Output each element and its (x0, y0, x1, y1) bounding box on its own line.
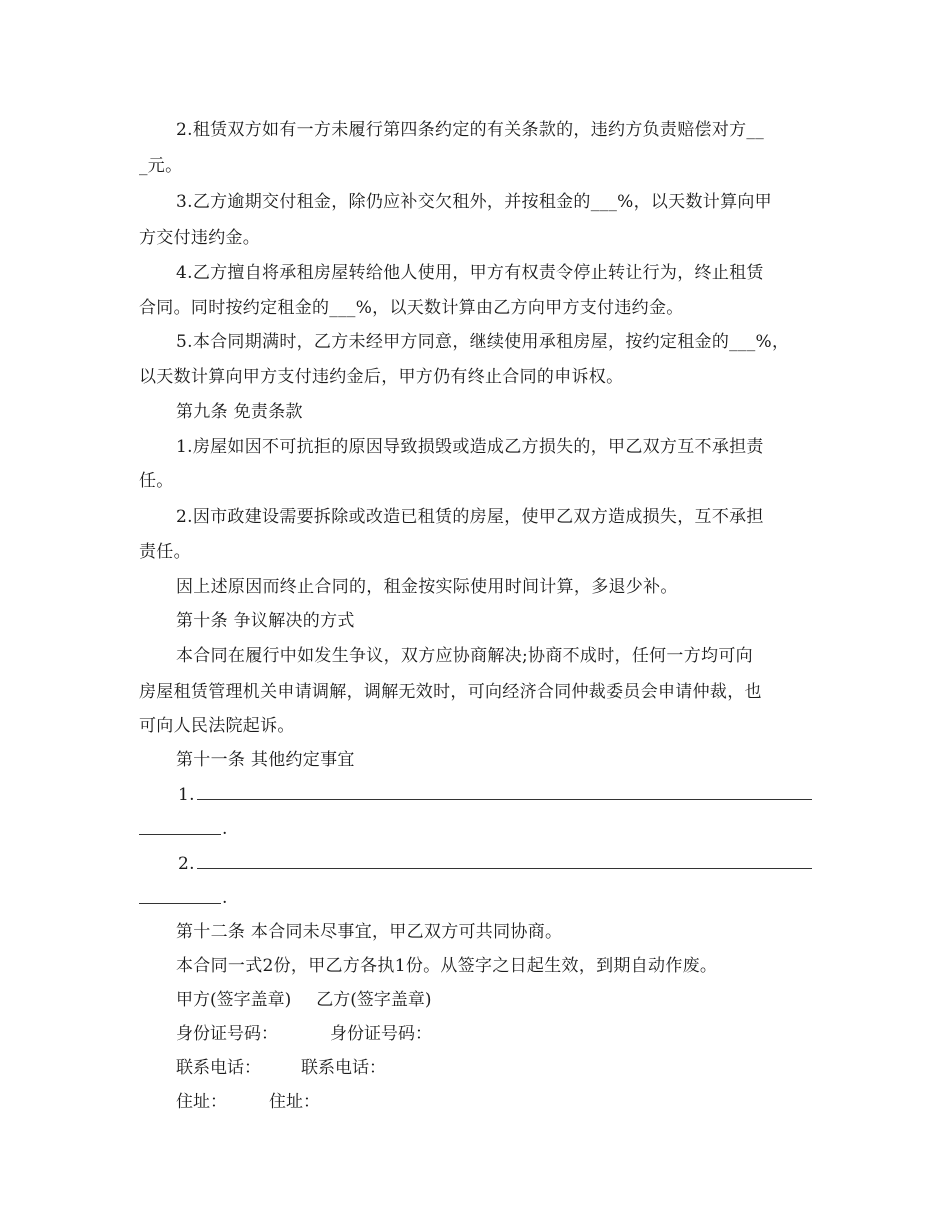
clause-8-item-5-cont: 以天数计算向甲方支付违约金后，甲方仍有终止合同的申诉权。 (139, 367, 624, 387)
clause-8-item-5: 5.本合同期满时，乙方未经甲方同意，继续使用承租房屋，按约定租金的___%， (176, 332, 790, 352)
clause-8-item-3: 3.乙方逾期交付租金，除仍应补交欠租外，并按租金的___%，以天数计算向甲 (176, 192, 772, 212)
address-row (176, 1091, 320, 1113)
clause-12-heading: 第十二条 本合同未尽事宜，甲乙双方可共同协商。 (176, 922, 563, 942)
clause-9-item-2: 2.因市政建设需要拆除或改造已租赁的房屋，使甲乙双方造成损失，互不承担 (176, 507, 764, 527)
party-b-signature-label: 乙方(签字盖章) (316, 990, 432, 1010)
clause-9-item-2-cont: 责任。 (139, 542, 191, 562)
clause-8-item-4-cont: 合同。同时按约定租金的___%，以天数计算由乙方向甲方支付违约金。 (139, 298, 684, 318)
party-a-phone-label: 联系电话： (176, 1058, 261, 1078)
party-b-address-label: 住址： (269, 1092, 320, 1112)
party-b-id-label: 身份证号码： (330, 1024, 432, 1044)
party-a-id-label: 身份证号码： (176, 1024, 278, 1044)
clause-11-item-1-number: 1. (178, 785, 195, 805)
clause-10-text-cont-1: 房屋租赁管理机关申请调解，调解无效时，可向经济合同仲裁委员会申请仲裁，也 (139, 682, 762, 702)
clause-11-item-1-end: . (222, 819, 228, 839)
signature-row (176, 989, 432, 1011)
party-b-phone-label: 联系电话： (301, 1058, 386, 1078)
blank-fill-line (139, 834, 221, 835)
copies-note: 本合同一式2份，甲乙方各执1份。从签字之日起生效，到期自动作废。 (176, 956, 718, 976)
party-a-address-label: 住址： (176, 1092, 227, 1112)
clause-8-item-4: 4.乙方擅自将承租房屋转给他人使用，甲方有权责令停止转让行为，终止租赁 (176, 263, 764, 283)
clause-10-text-cont-2: 可向人民法院起诉。 (139, 716, 295, 736)
clause-8-item-2-cont: _元。 (139, 156, 183, 176)
clause-10-text: 本合同在履行中如发生争议，双方应协商解决;协商不成时，任何一方均可向 (176, 646, 753, 666)
clause-9-heading: 第九条 免责条款 (176, 402, 303, 422)
clause-8-item-2: 2.租赁双方如有一方未履行第四条约定的有关条款的，违约方负责赔偿对方__ (176, 120, 765, 140)
clause-11-item-2-end: . (222, 888, 228, 908)
clause-9-item-1-cont: 任。 (139, 471, 174, 491)
clause-11-item-2-number: 2. (178, 854, 195, 874)
clause-9-note: 因上述原因而终止合同的，租金按实际使用时间计算，多退少补。 (176, 577, 678, 597)
clause-9-item-1: 1.房屋如因不可抗拒的原因导致损毁或造成乙方损失的，甲乙双方互不承担责 (176, 437, 764, 457)
phone-row (176, 1057, 386, 1079)
blank-fill-line (197, 868, 812, 869)
party-a-signature-label: 甲方(签字盖章) (176, 990, 292, 1010)
clause-10-heading: 第十条 争议解决的方式 (176, 611, 355, 631)
clause-8-item-3-cont: 方交付违约金。 (139, 228, 261, 248)
clause-11-heading: 第十一条 其他约定事宜 (176, 750, 355, 770)
blank-fill-line (139, 903, 221, 904)
blank-fill-line (197, 799, 812, 800)
id-number-row (176, 1023, 432, 1045)
